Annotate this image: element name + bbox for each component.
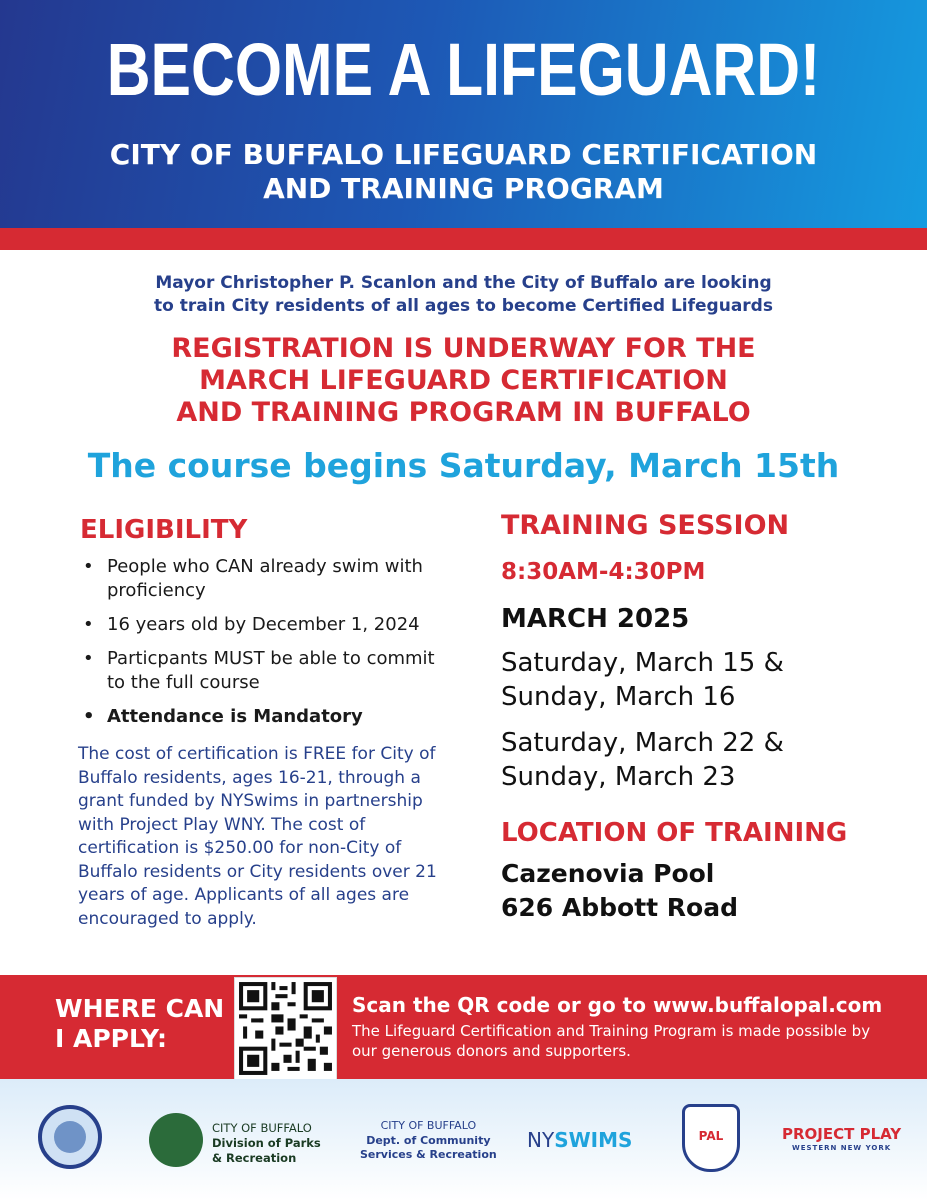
eligibility-item: Particpants MUST be able to commit to the full course [107,648,435,693]
parks-line-1: CITY OF BUFFALO [212,1121,312,1135]
registration-heading [60,333,867,429]
eligibility-item: 16 years old by December 1, 2024 [107,614,420,635]
header-divider [0,228,927,250]
dcs-line-1: CITY OF BUFFALO [380,1119,477,1132]
parks-line-3: & Recreation [212,1151,297,1165]
nyswims-logo [527,1128,632,1152]
training-date: Sunday, March 16 [501,682,736,712]
apply-label-line-1: WHERE CAN [55,994,225,1023]
location-title: LOCATION OF TRAINING [501,818,848,848]
training-time: 8:30AM-4:30PM [501,559,706,585]
registration-line-1: REGISTRATION IS UNDERWAY FOR THE [171,333,756,364]
tree-icon [149,1113,203,1167]
location-address: 626 Abbott Road [501,893,738,922]
eligibility-item: People who CAN already swim with proficiency [107,556,423,601]
training-date: Saturday, March 15 & [501,648,784,678]
page-title: BECOME A LIFEGUARD! [106,28,821,111]
seal-emblem [54,1121,86,1153]
nyswims-swims: SWIMS [554,1128,633,1152]
list-item [80,647,450,695]
dcs-line-3: Services & Recreation [360,1148,497,1161]
training-session-title: TRAINING SESSION [501,510,790,541]
police-athletic-league-badge-icon [682,1104,740,1172]
list-item [80,613,450,637]
bullet-icon: • [83,556,94,577]
eligibility-item: Attendance is Mandatory [107,706,363,727]
location-name: Cazenovia Pool [501,859,715,888]
bullet-icon: • [83,614,94,635]
parks-logo-text [212,1121,321,1166]
qr-code-icon[interactable] [234,977,337,1080]
eligibility-list [80,555,450,739]
qr-code-graphic [235,978,336,1079]
pal-badge-text: PAL [698,1129,724,1143]
bullet-icon: • [83,706,95,727]
registration-line-3: AND TRAINING PROGRAM IN BUFFALO [176,397,751,428]
location-details [501,857,738,925]
dcs-line-2: Dept. of Community [366,1133,491,1147]
project-play-logo [782,1126,901,1153]
cost-paragraph: The cost of certification is FREE for City of Buffalo residents, ages 16-21, through a grant funded by NYSwims in partnership with Project Play WNY. The cost of certification is $250.00 for non-City of Buffalo residents or City residents over 21 years of age. Applicants of all ages are encouraged to apply. [78,744,437,929]
training-date: Saturday, March 22 & [501,728,784,758]
eligibility-title: ELIGIBILITY [80,515,248,545]
intro-text [80,272,847,318]
training-date: Sunday, March 23 [501,762,736,792]
training-dates-week-1 [501,646,784,714]
project-play-region: WESTERN NEW YORK [792,1144,892,1152]
bullet-icon: • [83,648,94,669]
list-item [80,705,450,729]
apply-label [55,994,224,1054]
page-subtitle [0,138,927,206]
training-dates-week-2 [501,726,784,794]
intro-line-1: Mayor Christopher P. Scanlon and the City of Buffalo are looking [155,273,772,293]
training-month: MARCH 2025 [501,604,690,634]
list-item [80,555,450,603]
intro-line-2: to train City residents of all ages to become Certified Lifeguards [154,296,773,316]
city-seal-icon [38,1105,102,1169]
dcs-logo-text [360,1119,497,1163]
project-play-title: PROJECT PLAY [782,1125,902,1143]
subtitle-line-1: CITY OF BUFFALO LIFEGUARD CERTIFICATION [109,138,818,171]
header-banner [0,0,927,228]
apply-label-line-2: I APPLY: [55,1024,167,1053]
subtitle-line-2: AND TRAINING PROGRAM [263,172,664,205]
donors-text: The Lifeguard Certification and Training Program is made possible by our generous donors and supporters. [352,1022,871,1060]
course-start-date: The course begins Saturday, March 15th [87,446,840,485]
registration-line-2: MARCH LIFEGUARD CERTIFICATION [199,365,728,396]
apply-website-text: Scan the QR code or go to www.buffalopal.com [352,993,883,1017]
parks-line-2: Division of Parks [212,1136,321,1150]
nyswims-ny: NY [527,1128,555,1152]
